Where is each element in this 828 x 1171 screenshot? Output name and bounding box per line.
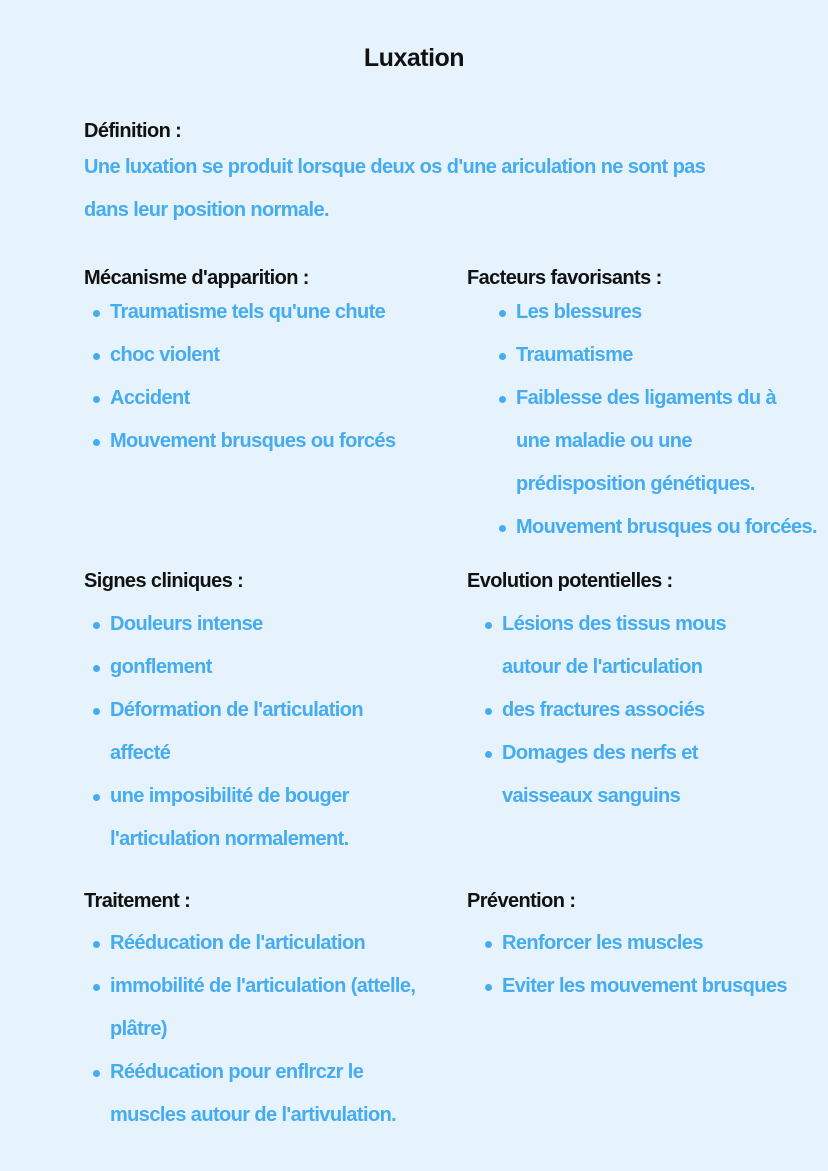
list-item: des fractures associés [482,689,742,732]
evolution-list [482,603,742,818]
traitement-heading: Traitement : [84,890,191,912]
list-item: Eviter les mouvement brusques [482,965,822,1008]
list-item: Mouvement brusques ou forcés [90,420,430,463]
facteurs-heading: Facteurs favorisants : [467,267,662,289]
traitement-list [90,922,420,1137]
list-item: Les blessures [496,291,828,334]
prevention-list [482,922,822,1008]
page-title: Luxation [363,44,465,72]
facteurs-list [496,291,828,549]
definition-heading: Définition : [84,120,182,142]
list-item: Rééducation pour enflrczr le muscles autour de l'artivulation. [90,1051,420,1137]
mecanisme-list [90,291,430,463]
list-item: Accident [90,377,430,420]
evolution-heading: Evolution potentielles : [467,570,673,592]
list-item: Traumatisme [496,334,828,377]
prevention-heading: Prévention : [467,890,576,912]
list-item: Lésions des tissus mous autour de l'articulation [482,603,742,689]
list-item: une imposibilité de bouger l'articulation normalement. [90,775,395,861]
list-item: Domages des nerfs et vaisseaux sanguins [482,732,742,818]
signes-list [90,603,395,861]
list-item: Rééducation de l'articulation [90,922,420,965]
list-item: choc violent [90,334,430,377]
list-item: Faiblesse des ligaments du à une maladie ou une prédisposition génétiques. [496,377,806,506]
list-item: Mouvement brusques ou forcées. [496,506,828,549]
list-item: Renforcer les muscles [482,922,822,965]
list-item: Déformation de l'articulation affecté [90,689,395,775]
definition-line-2: dans leur position normale. [84,199,329,221]
list-item: Traumatisme tels qu'une chute [90,291,430,334]
signes-heading: Signes cliniques : [84,570,244,592]
list-item: Douleurs intense [90,603,395,646]
list-item: gonflement [90,646,395,689]
mecanisme-heading: Mécanisme d'apparition : [84,267,309,289]
definition-line-1: Une luxation se produit lorsque deux os d'une ariculation ne sont pas [84,156,706,178]
list-item: immobilité de l'articulation (attelle, plâtre) [90,965,420,1051]
